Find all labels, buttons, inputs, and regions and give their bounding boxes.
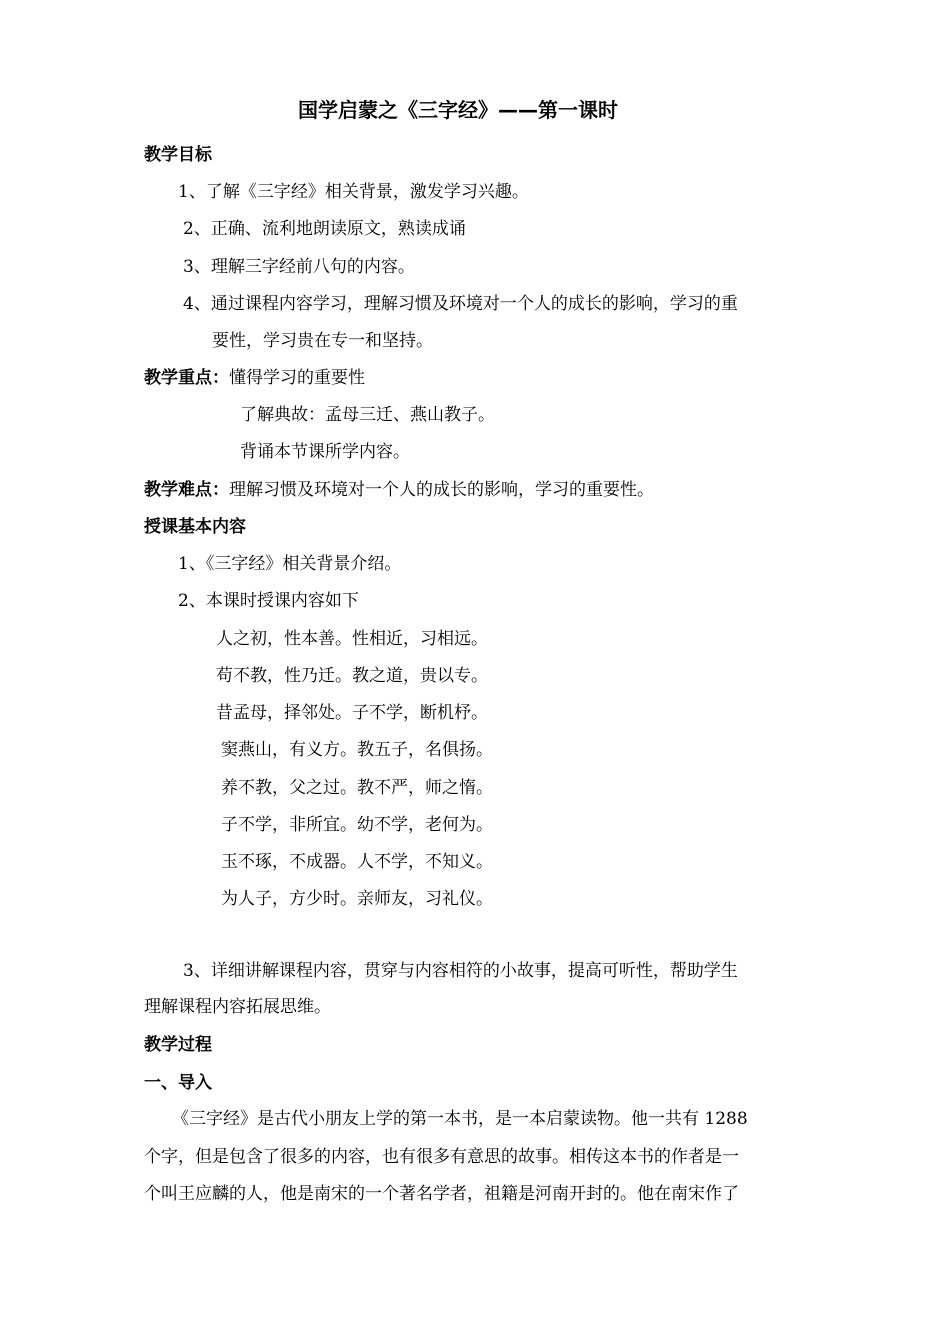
key-point-item: 了解典故：孟母三迁、燕山教子。 (240, 405, 495, 425)
verse-line: 苟不教，性乃迁。教之道，贵以专。 (216, 666, 488, 686)
key-points-line (144, 367, 365, 389)
key-point-item: 懂得学习的重要性 (229, 368, 365, 388)
objective-item: 2、正确、流利地朗读原文，熟读成诵 (183, 219, 466, 239)
section-heading-intro: 一、导入 (144, 1073, 212, 1093)
paragraph-line: 《三字经》是古代小朋友上学的第一本书，是一本启蒙读物。他一共有 1288 (172, 1109, 748, 1129)
content-item-continued: 理解课程内容拓展思维。 (144, 997, 331, 1017)
paragraph-line: 个叫王应麟的人，他是南宋的一个著名学者，祖籍是河南开封的。他在南宋作了 (144, 1184, 739, 1204)
page-title: 国学启蒙之《三字经》——第一课时 (298, 98, 618, 122)
difficulties-text: 理解习惯及环境对一个人的成长的影响，学习的重要性。 (229, 480, 654, 500)
verse-line: 养不教，父之过。教不严，师之惰。 (221, 778, 493, 798)
verse-line: 窦燕山，有义方。教五子，名俱扬。 (221, 740, 493, 760)
content-heading: 授课基本内容 (144, 517, 246, 537)
objective-item: 4、通过课程内容学习，理解习惯及环境对一个人的成长的影响，学习的重 (183, 294, 738, 314)
verse-line: 为人子，方少时。亲师友，习礼仪。 (221, 889, 493, 909)
verse-line: 人之初，性本善。性相近，习相远。 (216, 629, 488, 649)
objective-item-continued: 要性，学习贵在专一和坚持。 (212, 331, 433, 351)
content-item: 3、详细讲解课程内容，贯穿与内容相符的小故事，提高可听性，帮助学生 (183, 961, 738, 981)
key-points-label: 教学重点： (144, 368, 229, 388)
verse-line: 玉不琢，不成器。人不学，不知义。 (221, 852, 493, 872)
difficulties-line (144, 479, 654, 501)
content-item: 2、本课时授课内容如下 (178, 591, 359, 611)
paragraph-line: 个字，但是包含了很多的内容，也有很多有意思的故事。相传这本书的作者是一 (144, 1147, 739, 1167)
difficulties-label: 教学难点： (144, 480, 229, 500)
process-heading: 教学过程 (144, 1035, 212, 1055)
key-point-item: 背诵本节课所学内容。 (240, 442, 410, 462)
content-item: 1、《三字经》相关背景介绍。 (178, 554, 402, 574)
objective-item: 1、了解《三字经》相关背景，激发学习兴趣。 (178, 182, 529, 202)
verse-line: 昔孟母，择邻处。子不学，断机杼。 (216, 703, 488, 723)
objective-item: 3、理解三字经前八句的内容。 (183, 257, 415, 277)
objectives-heading: 教学目标 (144, 145, 212, 165)
verse-line: 子不学，非所宜。幼不学，老何为。 (221, 815, 493, 835)
